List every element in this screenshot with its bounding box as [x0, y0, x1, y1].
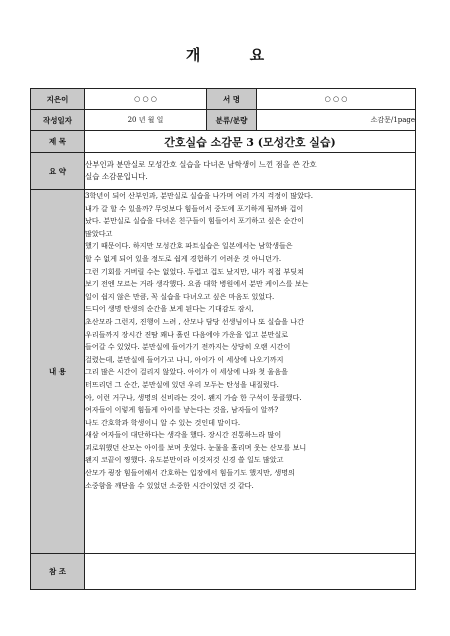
content-line: 들어갈 수 있었다. 분만실에 들어가기 전까지는 상당히 오랜 시간이 — [85, 342, 291, 352]
summary-line: 산부인과 분만실로 모성간호 실습을 다녀온 남학생이 느낀 점을 쓴 간호 — [85, 160, 317, 169]
content-line: 드디어 생명 탄생의 순간을 보게 된다는 기대감도 잠시, — [85, 304, 254, 314]
content-line: 많았다고 — [85, 228, 113, 238]
content-line: 아, 이런 거구나, 생명의 신비라는 것이. 왠지 가슴 한 구석이 뭉클했다. — [85, 392, 302, 402]
summary-line: 실습 소감문입니다. — [85, 172, 148, 181]
content-line: 내가 갈 할 수 있을까? 무엇보다 힘들어서 중도에 포기하게 될까봐 겁이 — [85, 203, 304, 213]
content-body — [85, 190, 416, 554]
content-line: 일이 쉽지 않은 만큼, 꼭 실습을 다녀오고 싶은 마음도 있었다. — [85, 291, 275, 301]
content-line: 새삼 여자들이 대단하다는 생각을 했다. 장시간 진통하느라 많이 — [85, 430, 282, 440]
subject-label: 제 목 — [31, 131, 85, 153]
subject-value: 간호실습 소감문 3 (모성간호 실습) — [85, 131, 416, 153]
content-line: 했기 때문이다. 하지만 모성간호 파트실습은 일본에서는 남학생들은 — [85, 241, 293, 251]
content-line: 나도 간호학과 학생이니 알 수 있는 것인데 말이다. — [85, 417, 241, 427]
content-line: 초산모라 그런지, 진행이 느려 , 산모나 담당 선생님이나 또 실습을 나간 — [85, 316, 304, 326]
content-row — [31, 190, 416, 554]
book-title-label: 서 명 — [207, 89, 257, 110]
content-line: 3학년이 되어 산부인과, 분만실로 실습을 나가며 여러 가지 걱정이 많았다. — [85, 191, 314, 200]
content-line: 소중함을 깨닫을 수 있었던 소중한 시간이었던 것 같다. — [85, 480, 254, 490]
content-line: 터뜨리던 그 순간, 분만실에 있던 우리 모두는 탄성을 내질렀다. — [85, 379, 279, 389]
content-line: 우리들까지 장시간 진땀 꽤나 흘린 다음에야 가운을 입고 분만실로 — [85, 329, 289, 339]
content-line: 보기 전엔 모르는 거라 생각했다. 요즘 대학 병원에서 분만 케이스를 보는 — [85, 279, 309, 289]
category-amount-label: 분류/분량 — [207, 110, 257, 131]
category-amount-value: 소감문/1page — [257, 110, 416, 131]
page-title: 개 요 — [185, 46, 287, 64]
author-row — [31, 89, 416, 110]
date-label: 작성일자 — [31, 110, 85, 131]
content-line: 그런 기회를 거버릴 수는 없었다. 두렵고 겁도 났지만, 내가 직접 부딪쳐 — [85, 266, 304, 276]
content-line: 났다. 분만실로 실습을 다녀온 친구들이 힘들어서 포기하고 싶은 순간이 — [85, 216, 305, 226]
content-line: 걸렸는데, 분만실에 들어가고 나니, 아이가 이 세상에 나오기까지 — [85, 354, 284, 364]
subject-row — [31, 131, 416, 153]
summary-text — [85, 153, 416, 190]
overview-table — [30, 88, 416, 590]
content-line: 그리 많은 시간이 걸리지 않았다. 아이가 이 세상에 나와 첫 울음을 — [85, 367, 288, 377]
content-label: 내 용 — [31, 190, 85, 554]
author-value: ○ ○ ○ — [85, 89, 207, 110]
book-title-value: ○ ○ ○ — [257, 89, 416, 110]
reference-row — [31, 554, 416, 590]
content-line: 왠지 코끝이 찡했다. 유도분만이라 이것저것 신경 쓸 일도 많았고 — [85, 455, 284, 465]
content-line: 여자들이 이렇게 힘들게 아이를 낳는다는 것을, 남자들이 알까? — [85, 405, 279, 415]
date-row — [31, 110, 416, 131]
summary-label: 요 약 — [31, 153, 85, 190]
content-line: 괴로워했던 산모는 아이를 보며 웃었다. 눈물을 흘리며 웃는 산모를 보니 — [85, 442, 307, 452]
date-value: 20 년 월 일 — [85, 110, 207, 131]
author-label: 지은이 — [31, 89, 85, 110]
summary-row — [31, 153, 416, 190]
reference-label: 참 조 — [31, 554, 85, 590]
reference-value — [85, 554, 416, 590]
content-line: 할 수 없게 되어 있을 정도로 쉽게 경험하기 어려운 것 아니던가. — [85, 253, 282, 263]
content-line: 산모가 굉장 힘들어해서 간호하는 입장에서 힘들기도 했지만, 생명의 — [85, 468, 295, 478]
